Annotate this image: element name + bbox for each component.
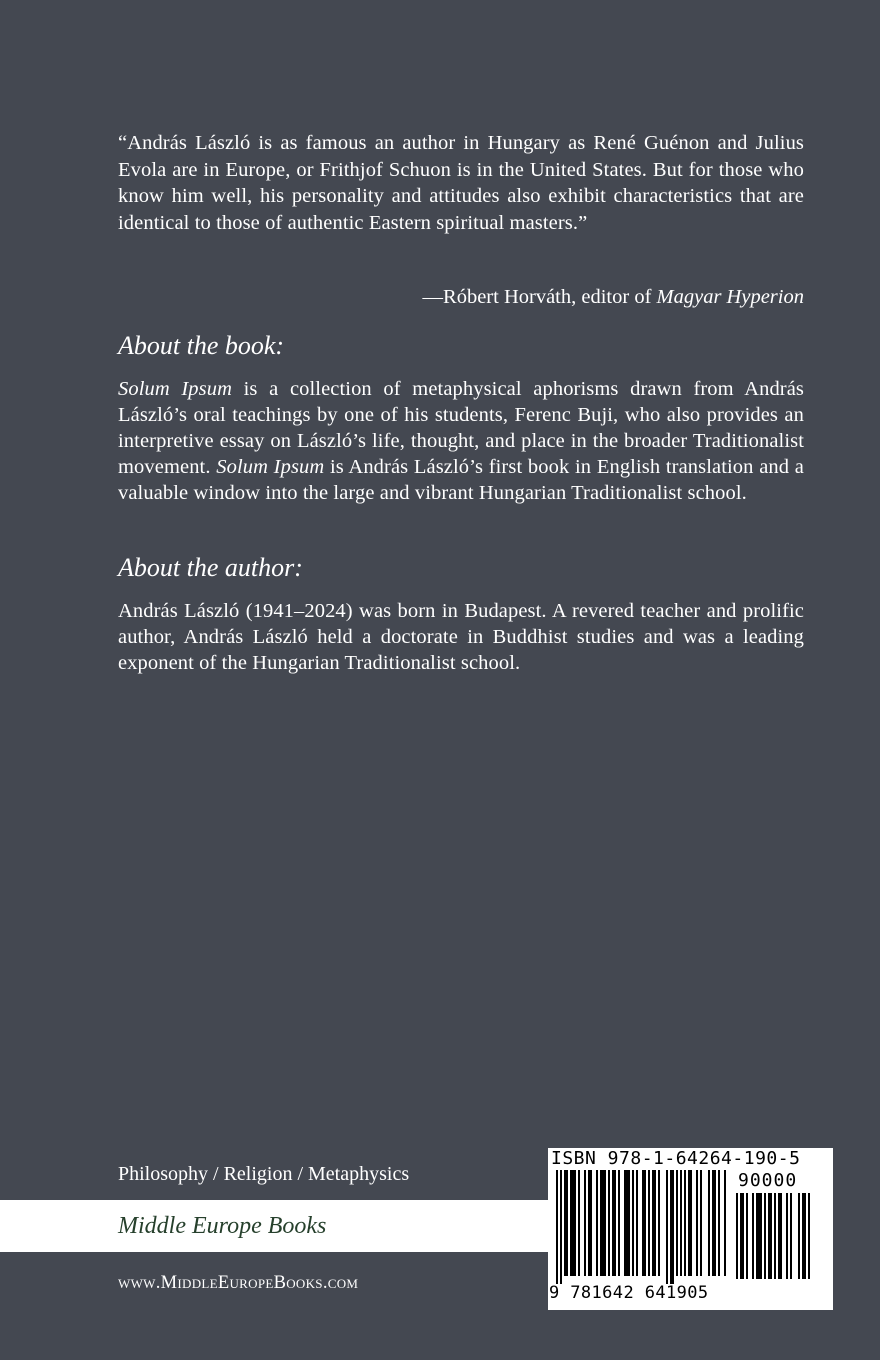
- about-author-text: András László (1941–2024) was born in Budapest. A revered teacher and prolific author, András László held a doctorate in Buddhist studies and was a leading exponent of the Hungarian Traditionalist school.: [118, 600, 804, 674]
- barcode-bar: [764, 1193, 766, 1279]
- barcode-bar: [642, 1170, 646, 1276]
- endorsement-quote: “András László is as famous an author in Hungary as René Guénon and Julius Evola are in Europe, or Frithjof Schuon is in the United States. But for those who know him well, his personality and attitudes also exhibit characteristics that are identical to those of authentic Eastern spiritual masters.”: [118, 132, 804, 234]
- barcode-bar: [612, 1170, 616, 1276]
- barcode-bar: [632, 1170, 634, 1276]
- quote-attribution: [118, 284, 804, 310]
- barcode-bar: [608, 1170, 610, 1276]
- barcode-bar: [798, 1193, 800, 1279]
- barcode-bar: [648, 1170, 650, 1276]
- barcode-bar: [680, 1170, 682, 1276]
- about-book-text: [118, 376, 804, 506]
- barcode-bar: [564, 1170, 568, 1276]
- barcode-bar: [802, 1193, 806, 1279]
- barcode-digits: 9 781642 641905: [549, 1283, 709, 1303]
- barcode-bar: [570, 1170, 576, 1276]
- price-addon: 90000: [738, 1170, 798, 1191]
- barcode-bar: [708, 1170, 710, 1276]
- barcode-bar: [688, 1170, 692, 1276]
- barcode-bar: [636, 1170, 638, 1276]
- barcode-bar: [790, 1193, 792, 1279]
- barcode-bar: [658, 1170, 660, 1276]
- barcode-bar: [676, 1170, 678, 1276]
- barcode-bar: [588, 1170, 592, 1276]
- barcode-bar: [774, 1193, 776, 1279]
- addon-barcode: [736, 1193, 828, 1285]
- barcode-bar: [696, 1170, 698, 1276]
- barcode-bar: [556, 1170, 558, 1284]
- barcode-bar: [718, 1170, 720, 1276]
- barcode-bar: [684, 1170, 686, 1276]
- barcode-bar: [652, 1170, 656, 1276]
- barcode-bar: [560, 1170, 562, 1284]
- publisher-name: Middle Europe Books: [118, 1213, 327, 1239]
- barcode-bar: [670, 1170, 674, 1284]
- about-author-heading: About the author:: [118, 553, 303, 582]
- barcode-bar: [752, 1193, 754, 1279]
- barcode-bar: [578, 1170, 580, 1276]
- barcode-bar: [724, 1170, 726, 1276]
- barcode-bar: [740, 1193, 744, 1279]
- barcode-bar: [786, 1193, 788, 1279]
- barcode-bar: [584, 1170, 586, 1276]
- about-book-text-part1: is a collection of metaphysical aphorisms drawn from András László’s oral teachings by one of his students, Ferenc Buji, who also provides an interpretive essay on László’s life, thought, and place in the broader Traditionalist movement.: [118, 378, 804, 478]
- book-title: Solum Ipsum: [118, 378, 232, 400]
- barcode-bar: [756, 1193, 762, 1279]
- isbn-barcode: [556, 1170, 726, 1285]
- about-book-text-part2: is András László’s first book in English translation and a valuable window into the large and vibrant Hungarian Traditionalist school.: [118, 456, 804, 504]
- barcode-bar: [596, 1170, 598, 1276]
- book-title: Solum Ipsum: [216, 456, 325, 478]
- barcode-bar: [736, 1193, 738, 1279]
- about-book-heading: About the book:: [118, 331, 285, 360]
- publisher-website: www.MiddleEuropeBooks.com: [118, 1273, 359, 1293]
- barcode-bar: [600, 1170, 606, 1276]
- barcode-bar: [712, 1170, 716, 1276]
- barcode-bar: [778, 1193, 782, 1279]
- isbn-label: ISBN 978-1-64264-190-5: [551, 1148, 801, 1169]
- barcode-bar: [700, 1170, 702, 1276]
- barcode-bar: [666, 1170, 668, 1284]
- barcode-bar: [768, 1193, 772, 1279]
- barcode-bar: [618, 1170, 620, 1276]
- attribution-publication: Magyar Hyperion: [656, 286, 804, 308]
- barcode-bar: [746, 1193, 748, 1279]
- barcode-bar: [624, 1170, 630, 1276]
- barcode-bar: [808, 1193, 810, 1279]
- category-label: Philosophy / Religion / Metaphysics: [118, 1163, 410, 1185]
- attribution-name: —Róbert Horváth, editor of: [422, 286, 657, 308]
